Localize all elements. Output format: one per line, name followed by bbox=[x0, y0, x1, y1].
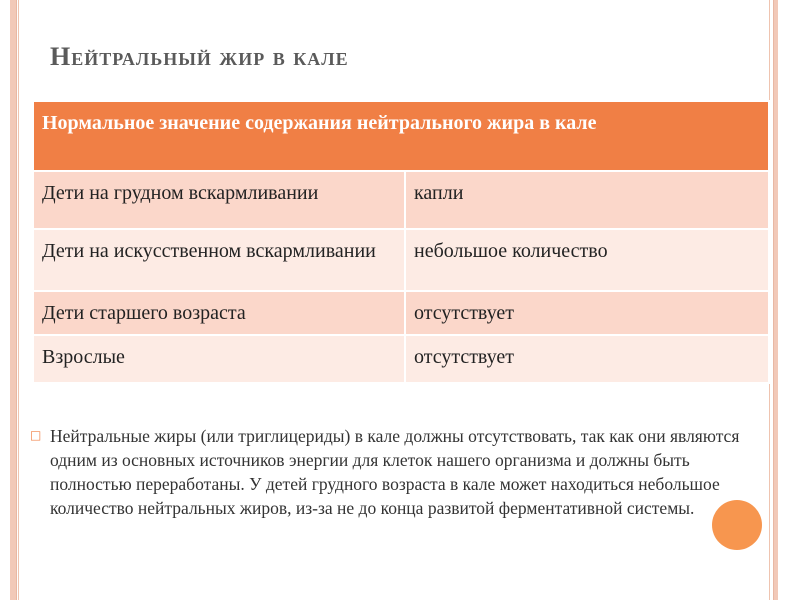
table-cell-group: Дети на искусственном вскармливании bbox=[33, 229, 405, 291]
slide-frame-left-line bbox=[18, 0, 19, 600]
table-header-row bbox=[33, 101, 769, 171]
decorative-circle bbox=[712, 500, 762, 550]
table-cell-value: небольшое количество bbox=[405, 229, 769, 291]
norms-table bbox=[32, 100, 770, 384]
table-cell-value: капли bbox=[405, 171, 769, 229]
slide-title: Нейтральный жир в кале bbox=[50, 42, 349, 71]
table-header: Нормальное значение содержания нейтрального жира в кале bbox=[33, 101, 769, 171]
body-paragraph: Нейтральные жиры (или триглицериды) в кале должны отсутствовать, так как они являются одним из основных источников энергии для клеток нашего организма и должны быть полностью переработаны. У детей грудного возраста в кале может находиться небольшое количество нейтральных жиров, из-за не до конца развитой ферментативной системы. bbox=[50, 426, 740, 518]
table-row bbox=[33, 171, 769, 229]
table-cell-group: Дети старшего возраста bbox=[33, 291, 405, 335]
slide-frame-left bbox=[10, 0, 17, 600]
table-row bbox=[33, 335, 769, 383]
slide-frame-right bbox=[773, 0, 778, 600]
table-row bbox=[33, 291, 769, 335]
table-cell-group: Взрослые bbox=[33, 335, 405, 383]
table-cell-group: Дети на грудном вскармливании bbox=[33, 171, 405, 229]
table-cell-value: отсутствует bbox=[405, 291, 769, 335]
table-row bbox=[33, 229, 769, 291]
table-cell-value: отсутствует bbox=[405, 335, 769, 383]
hollow-square-bullet-icon: □ bbox=[30, 428, 42, 442]
